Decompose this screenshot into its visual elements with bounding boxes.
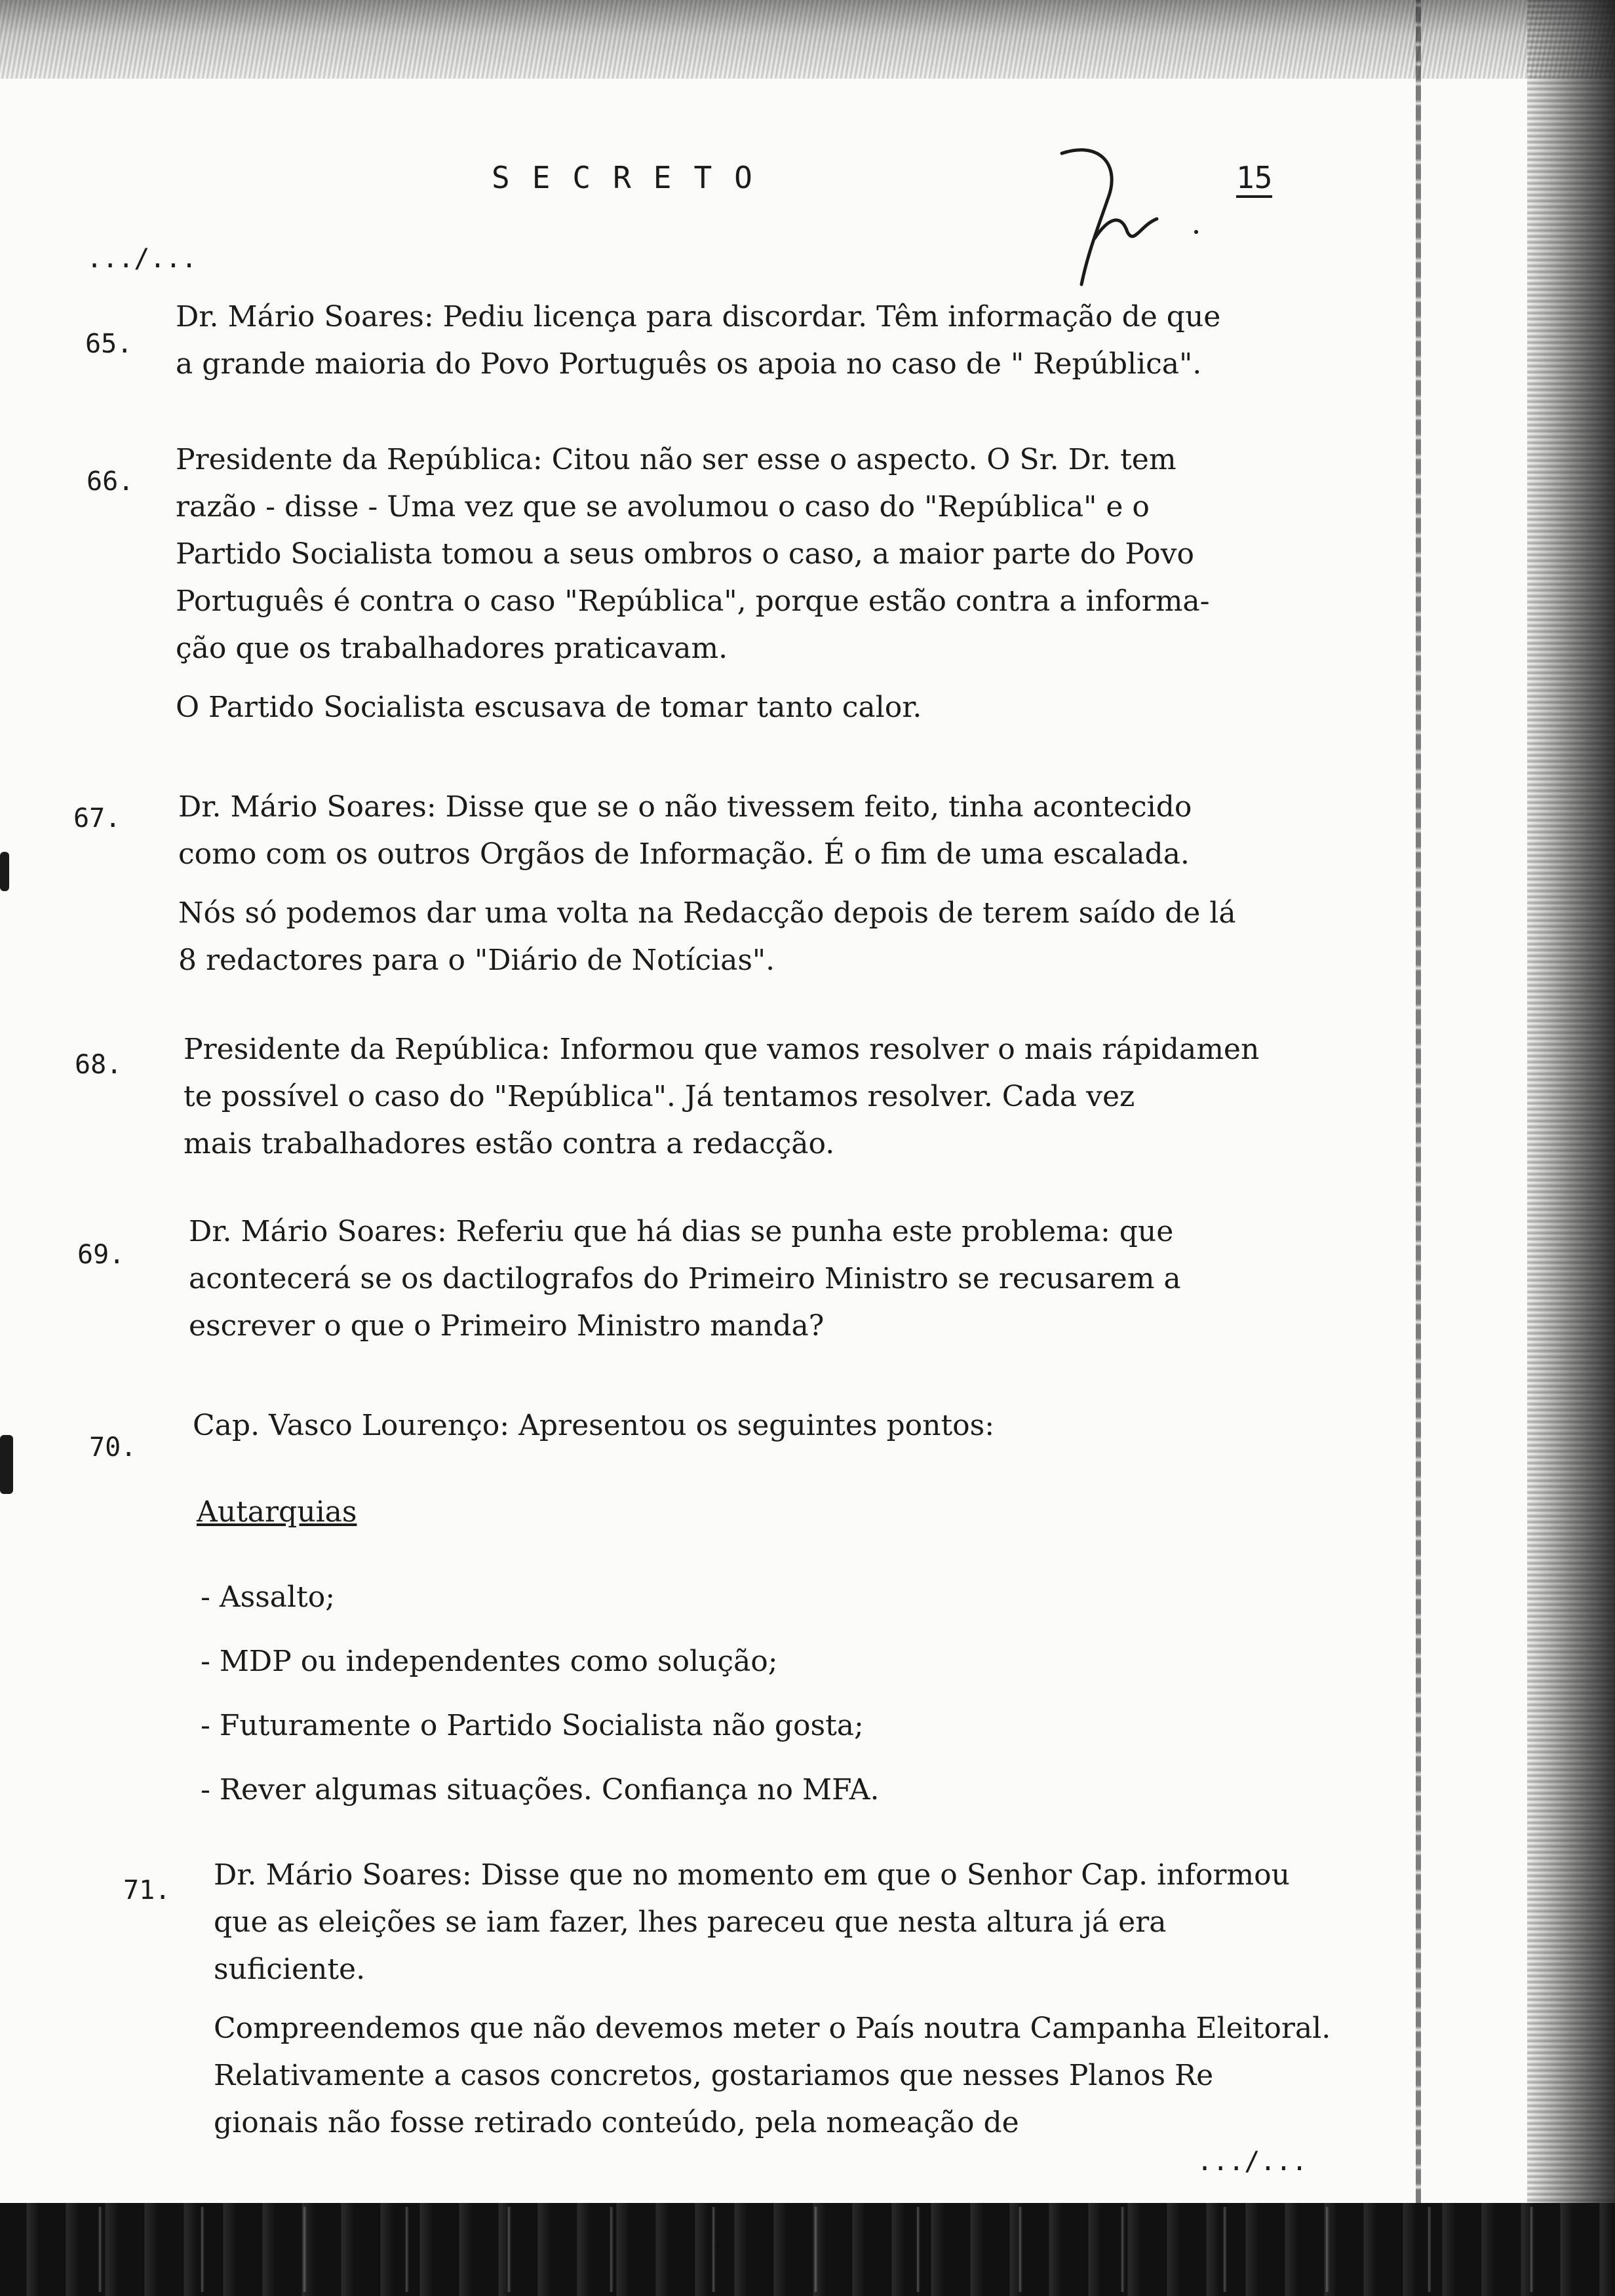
autarquias-heading: Autarquias [197,1495,357,1529]
autarquias-item: - Rever algumas situações. Confiança no MFA. [201,1773,880,1807]
scan-noise-right [1527,0,1615,2203]
paragraph-line: razão - disse - Uma vez que se avolumou o caso do "República" e o [176,490,1150,524]
paragraph-line: Presidente da República: Informou que vamos resolver o mais rápidamen [184,1033,1260,1066]
autarquias-item: - Assalto; [201,1580,336,1614]
paragraph-number: 65. [85,329,133,359]
handwritten-initials [1042,140,1213,304]
paragraph-line: te possível o caso do "República". Já tentamos resolver. Cada vez [184,1080,1135,1113]
paragraph-67 [178,784,1236,984]
paragraph-line: Compreendemos que não devemos meter o País noutra Campanha Eleitoral. [214,2012,1331,2045]
paragraph-line: acontecerá se os dactilografos do Primeiro Ministro se recusarem a [189,1262,1181,1295]
binding-hole-mark [0,1435,13,1494]
paragraph-line: 8 redactores para o "Diário de Notícias". [178,944,775,977]
paragraph-line: Presidente da República: Citou não ser esse o aspecto. O Sr. Dr. tem [176,443,1177,476]
paragraph-70 [193,1402,994,1449]
paragraph-71 [214,1852,1331,2147]
paragraph-line: como com os outros Orgãos de Informação. É o fim de uma escalada. [178,837,1190,871]
scan-edge-line [1416,0,1421,2203]
autarquias-item: - Futuramente o Partido Socialista não gosta; [201,1709,864,1742]
paragraph-number: 70. [89,1432,137,1463]
paragraph-line: Dr. Mário Soares: Disse que se o não tivessem feito, tinha acontecido [178,790,1192,824]
paragraph-line: escrever o que o Primeiro Ministro manda? [189,1309,825,1343]
paragraph-line: Português é contra o caso "República", porque estão contra a informa- [176,584,1210,618]
paragraph-line: mais trabalhadores estão contra a redacção. [184,1127,835,1160]
paragraph-line: O Partido Socialista escusava de tomar tanto calor. [176,691,922,724]
autarquias-item: - MDP ou independentes como solução; [201,1645,778,1678]
classification-header: SECRETO [492,160,775,195]
paragraph-line: Nós só podemos dar uma volta na Redacção depois de terem saído de lá [178,896,1236,930]
paragraph-number: 69. [77,1240,125,1270]
paragraph-line: Dr. Mário Soares: Referiu que há dias se punha este problema: que [189,1215,1174,1248]
paragraph-line: suficiente. [214,1953,366,1986]
paragraph-number: 71. [123,1875,171,1905]
paragraph-line: ção que os trabalhadores praticavam. [176,632,728,665]
scan-noise-top [0,0,1615,79]
continued-from-marker: .../... [87,244,197,274]
continued-to-marker: .../... [1197,2147,1308,2177]
paragraph-68 [184,1026,1259,1168]
scan-bottom-speck [0,2207,1615,2292]
paragraph-line: Relativamente a casos concretos, gostariamos que nesses Planos Re [214,2059,1214,2092]
paragraph-69 [189,1208,1181,1350]
paragraph-line: Cap. Vasco Lourenço: Apresentou os seguintes pontos: [193,1409,995,1442]
paragraph-65 [176,294,1220,388]
paragraph-line: que as eleições se iam fazer, lhes pareceu que nesta altura já era [214,1905,1167,1939]
binding-hole-mark [0,852,9,891]
page-number: 15 [1236,160,1272,198]
paragraph-number: 68. [75,1050,123,1080]
paragraph-line: Partido Socialista tomou a seus ombros o caso, a maior parte do Povo [176,537,1195,571]
paragraph-line: gionais não fosse retirado conteúdo, pela nomeação de [214,2106,1019,2139]
paragraph-number: 67. [73,803,121,833]
paragraph-66 [176,436,1210,731]
paragraph-number: 66. [87,467,134,497]
paragraph-line: Dr. Mário Soares: Disse que no momento em que o Senhor Cap. informou [214,1858,1290,1892]
paragraph-line: Dr. Mário Soares: Pediu licença para discordar. Têm informação de que [176,300,1221,334]
paragraph-line: a grande maioria do Povo Português os apoia no caso de " República". [176,347,1202,381]
